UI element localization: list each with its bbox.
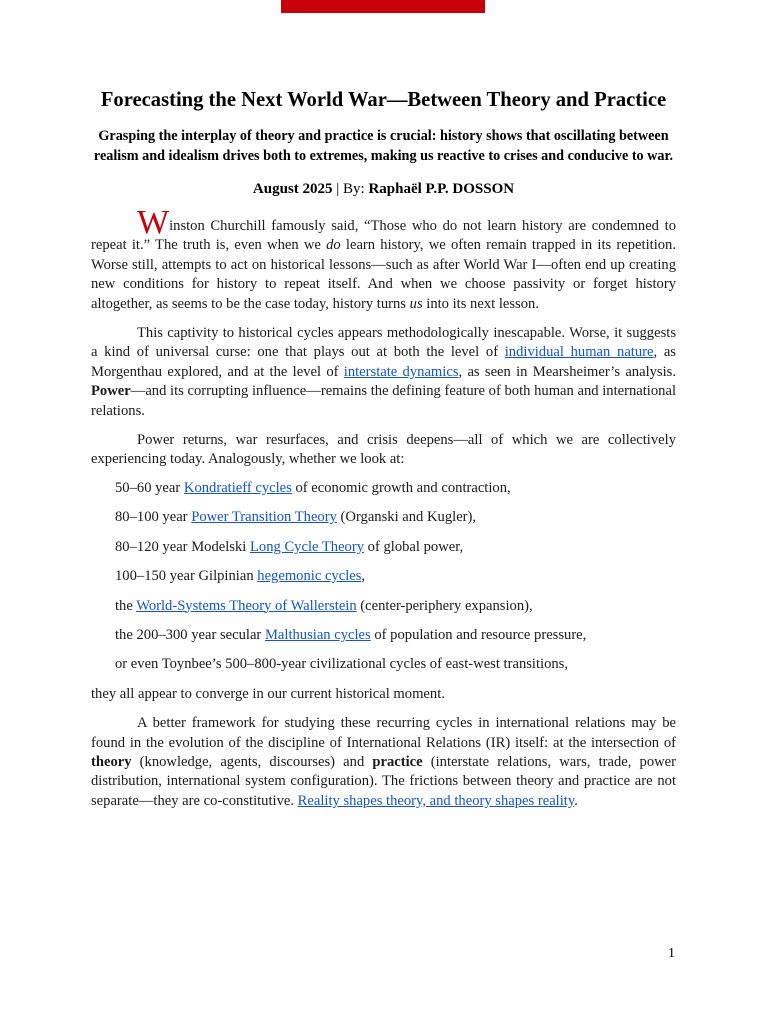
text-run: 80–100 year bbox=[115, 509, 192, 526]
paragraph-captivity bbox=[91, 324, 676, 421]
text-run: (knowledge, agents, discourses) and bbox=[131, 753, 373, 770]
emphasis: us bbox=[409, 295, 423, 312]
text-run: —and its corrupting influence—remains the defining feature of both human and international relations. bbox=[91, 383, 676, 419]
text-run: inston Churchill famously said, “Those who do not learn history are condemned to repeat it.” The truth is, even when we bbox=[91, 218, 676, 254]
text-run: of economic growth and contraction, bbox=[291, 479, 511, 496]
bold-term: theory bbox=[91, 753, 132, 770]
text-run: A better framework for studying these recurring cycles in international relations may be found in the evolution of the discipline of International Relations (IR) itself: at the intersection of bbox=[91, 715, 676, 751]
text-run: (center-periphery expansion), bbox=[356, 597, 533, 614]
list-item-kondratieff bbox=[115, 479, 676, 498]
article-title: Forecasting the Next World War—Between Theory and Practice bbox=[100, 89, 667, 111]
text-run: . bbox=[574, 792, 578, 809]
emphasis: do bbox=[326, 237, 341, 254]
link-malthusian-cycles[interactable]: Malthusian cycles bbox=[264, 626, 371, 643]
link-long-cycle-theory[interactable]: Long Cycle Theory bbox=[249, 538, 365, 555]
author-name: Raphaël P.P. DOSSON bbox=[368, 181, 515, 197]
list-item-long-cycle bbox=[115, 538, 676, 557]
list-item-world-systems bbox=[115, 597, 676, 616]
text-run: , bbox=[361, 568, 366, 585]
link-world-systems-theory[interactable]: World-Systems Theory of Wallerstein bbox=[136, 597, 357, 614]
article bbox=[91, 86, 676, 811]
list-item-malthusian bbox=[115, 626, 676, 645]
list-item-power-transition bbox=[115, 508, 676, 527]
byline bbox=[91, 179, 676, 199]
text-run: 100–150 year Gilpinian bbox=[115, 568, 258, 585]
link-interstate-dynamics[interactable]: interstate dynamics bbox=[343, 363, 459, 380]
text-run: (Organski and Kugler), bbox=[336, 509, 477, 526]
link-individual-human-nature[interactable]: individual human nature bbox=[504, 344, 654, 361]
link-hegemonic-cycles[interactable]: hegemonic cycles bbox=[257, 568, 362, 585]
paragraph-framework bbox=[91, 714, 676, 811]
text-run: , as Morgenthau explored, and at the level of bbox=[91, 344, 676, 380]
paragraph-power-returns: Power returns, war resurfaces, and crisis deepens—all of which we are collectively experiencing today. Analogously, whether we look at: bbox=[91, 432, 676, 468]
article-subtitle: Grasping the interplay of theory and practice is crucial: history shows that oscillating between realism and idealism drives both to extremes, making us reactive to crises and conducive to war. bbox=[93, 128, 674, 164]
text-run: , as seen in Mearsheimer’s analysis. bbox=[458, 363, 676, 380]
text-run: into its next lesson. bbox=[422, 295, 539, 312]
text-run: (interstate relations, wars, trade, power distribution, international system configuration). The frictions between theory and practice are not separate—they are co-constitutive. bbox=[91, 753, 676, 809]
cycles-list bbox=[91, 479, 676, 675]
text-run: the bbox=[115, 597, 137, 614]
link-reality-shapes-theory[interactable]: Reality shapes theory, and theory shapes reality bbox=[297, 792, 575, 809]
text-run: This captivity to historical cycles appears methodologically inescapable. Worse, it suggests a kind of universal curse: one that plays out at both the level of bbox=[91, 325, 676, 361]
list-item-hegemonic bbox=[115, 567, 676, 586]
text-run: the 200–300 year secular bbox=[115, 626, 265, 643]
text-run: 80–120 year Modelski bbox=[115, 538, 250, 555]
list-item-toynbee: or even Toynbee’s 500–800-year civilizational cycles of east-west transitions, bbox=[115, 656, 569, 673]
bold-term: Power bbox=[91, 383, 131, 400]
paragraph-converge: they all appear to converge in our current historical moment. bbox=[91, 685, 445, 702]
paragraph-intro bbox=[91, 204, 676, 314]
header-accent-bar bbox=[281, 0, 485, 13]
text-run: of population and resource pressure, bbox=[370, 626, 587, 643]
bold-term: practice bbox=[372, 753, 423, 770]
text-run: 50–60 year bbox=[115, 479, 184, 496]
link-kondratieff-cycles[interactable]: Kondratieff cycles bbox=[183, 479, 292, 496]
drop-cap: W bbox=[137, 204, 170, 241]
article-body bbox=[91, 204, 676, 811]
publication-date: August 2025 bbox=[252, 181, 333, 197]
page-number: 1 bbox=[668, 946, 675, 961]
text-run: learn history, we often remain trapped in its repetition. Worse still, attempts to act on historical lessons—such as after World War I—often end up creating new conditions for history to repeat itself. And when we choose passivity or forget history altogether, as seems to be the case today, history turns bbox=[91, 237, 676, 312]
link-power-transition-theory[interactable]: Power Transition Theory bbox=[191, 509, 337, 526]
text-run: of global power, bbox=[364, 538, 464, 555]
byline-separator: | By: bbox=[332, 181, 369, 197]
